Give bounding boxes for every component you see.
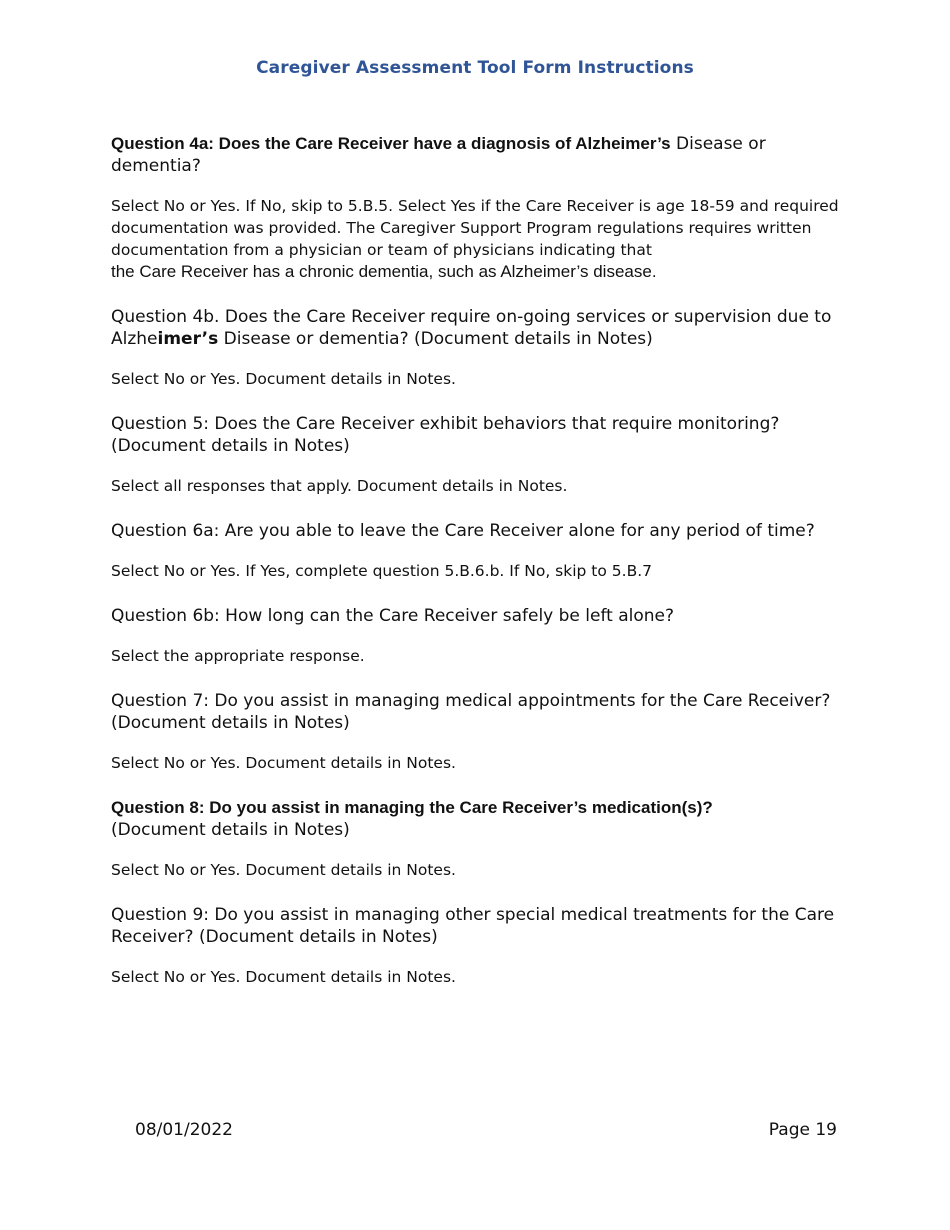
question-4b-pre: Question 4b. Does the Care Receiver require on-going services or supervision due to Alzhe <box>111 307 832 349</box>
question-8-rest: (Document details in Notes) <box>111 820 350 840</box>
instruction-7: Select No or Yes. Document details in Notes. <box>111 754 456 772</box>
instruction-9: Select No or Yes. Document details in Notes. <box>111 968 456 986</box>
instruction-5: Select all responses that apply. Document details in Notes. <box>111 477 568 495</box>
instruction-4a <box>111 195 841 283</box>
instruction-4a-tail: the Care Receiver has a chronic dementia, such as Alzheimer’s disease. <box>111 262 657 281</box>
question-8 <box>111 797 841 841</box>
question-4b <box>111 306 841 350</box>
footer-date: 08/01/2022 <box>135 1120 233 1140</box>
instruction-4a-main: Select No or Yes. If No, skip to 5.B.5. Select Yes if the Care Receiver is age 18-59 and required documentation was provided. The Caregiver Support Program regulations requires written documentation from a physician or team of physicians indicating that <box>111 197 839 259</box>
question-6b: Question 6b: How long can the Care Receiver safely be left alone? <box>111 606 675 626</box>
document-body <box>111 133 841 988</box>
question-8-lead: Question 8: Do you assist in managing the Care Receiver’s medication(s)? <box>111 798 713 817</box>
instruction-4b: Select No or Yes. Document details in Notes. <box>111 370 456 388</box>
question-6a: Question 6a: Are you able to leave the Care Receiver alone for any period of time? <box>111 521 815 541</box>
question-4a <box>111 133 841 177</box>
instruction-6b: Select the appropriate response. <box>111 647 365 665</box>
question-5: Question 5: Does the Care Receiver exhibit behaviors that require monitoring? (Document details in Notes) <box>111 414 780 456</box>
question-4b-bold: imer’s <box>157 329 219 349</box>
question-4b-post: Disease or dementia? (Document details in Notes) <box>218 329 653 349</box>
question-4a-rest: Disease or dementia? <box>111 134 766 176</box>
instruction-8: Select No or Yes. Document details in Notes. <box>111 861 456 879</box>
footer-page-number: Page 19 <box>768 1120 837 1140</box>
page-title: Caregiver Assessment Tool Form Instructions <box>256 58 694 78</box>
question-4a-lead: Question 4a: Does the Care Receiver have a diagnosis of Alzheimer’s <box>111 134 671 153</box>
instruction-6a: Select No or Yes. If Yes, complete question 5.B.6.b. If No, skip to 5.B.7 <box>111 562 652 580</box>
question-9: Question 9: Do you assist in managing other special medical treatments for the Care Receiver? (Document details in Notes) <box>111 905 835 947</box>
question-7: Question 7: Do you assist in managing medical appointments for the Care Receiver? (Document details in Notes) <box>111 691 831 733</box>
